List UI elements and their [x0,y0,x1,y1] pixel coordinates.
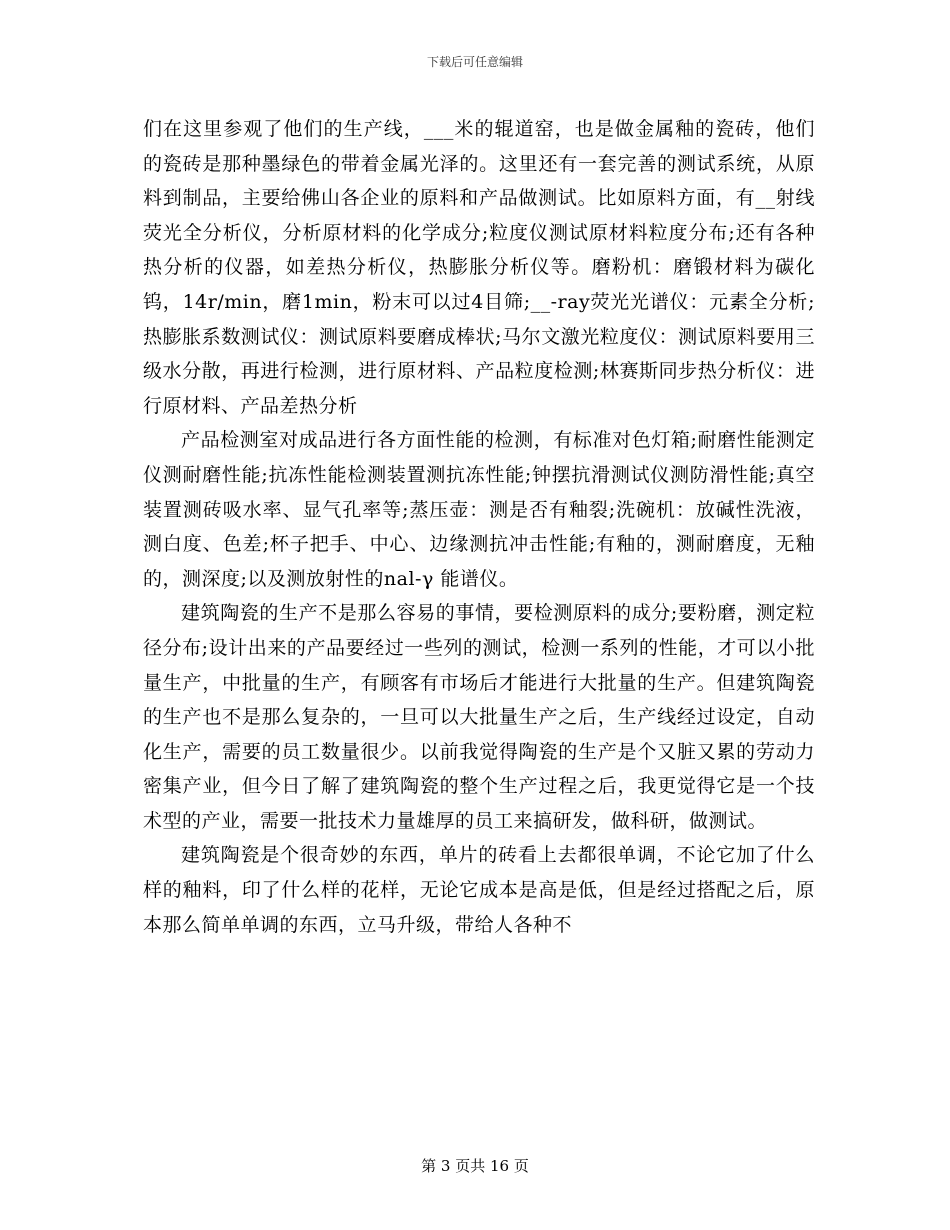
page-footer: 第 3 页共 16 页 [421,1157,529,1175]
paragraph-2: 产品检测室对成品进行各方面性能的检测，有标准对色灯箱;耐磨性能测定仪测耐磨性能;抗冻性能检测装置测抗冻性能;钟摆抗滑测试仪测防滑性能;真空装置测砖吸水率、显气孔率等;蒸压壶：测是否有釉裂;洗碗机：放碱性洗液，测白度、色差;杯子把手、中心、边缘测抗冲击性能;有釉的，测耐磨度，无釉的，测深度;以及测放射性的nal-γ 能谱仪。 [143,429,815,590]
page-header: 下载后可任意编辑 [426,55,523,69]
paragraph-4: 建筑陶瓷是个很奇妙的东西，单片的砖看上去都很单调，不论它加了什么样的釉料，印了什么样的花样，无论它成本是高是低，但是经过搭配之后，原本那么简单单调的东西，立马升级，带给人各种不 [143,844,815,936]
paragraph-1: 们在这里参观了他们的生产线，___米的辊道窑，也是做金属釉的瓷砖，他们的瓷砖是那种墨绿色的带着金属光泽的。这里还有一套完善的测试系统，从原料到制品，主要给佛山各企业的原料和产品做测试。比如原料方面，有__射线荧光全分析仪，分析原材料的化学成分;粒度仪测试原材料粒度分布;还有各种热分析的仪器，如差热分析仪，热膨胀分析仪等。磨粉机：磨锻材料为碳化钨，14r/min，磨1min，粉末可以过4目筛;__-ray荧光光谱仪：元素全分析;热膨胀系数测试仪：测试原料要磨成棒状;马尔文激光粒度仪：测试原料要用三级水分散，再进行检测，进行原材料、产品粒度检测;林赛斯同步热分析仪：进行原材料、产品差热分析 [143,118,815,417]
paragraph-3: 建筑陶瓷的生产不是那么容易的事情，要检测原料的成分;要粉磨，测定粒径分布;设计出来的产品要经过一些列的测试，检测一系列的性能，才可以小批量生产，中批量的生产，有顾客有市场后才能进行大批量的生产。但建筑陶瓷的生产也不是那么复杂的，一旦可以大批量生产之后，生产线经过设定，自动化生产，需要的员工数量很少。以前我觉得陶瓷的生产是个又脏又累的劳动力密集产业，但今日了解了建筑陶瓷的整个生产过程之后，我更觉得它是一个技术型的产业，需要一批技术力量雄厚的员工来搞研发，做科研，做测试。 [143,602,815,832]
document-body [143,112,815,942]
